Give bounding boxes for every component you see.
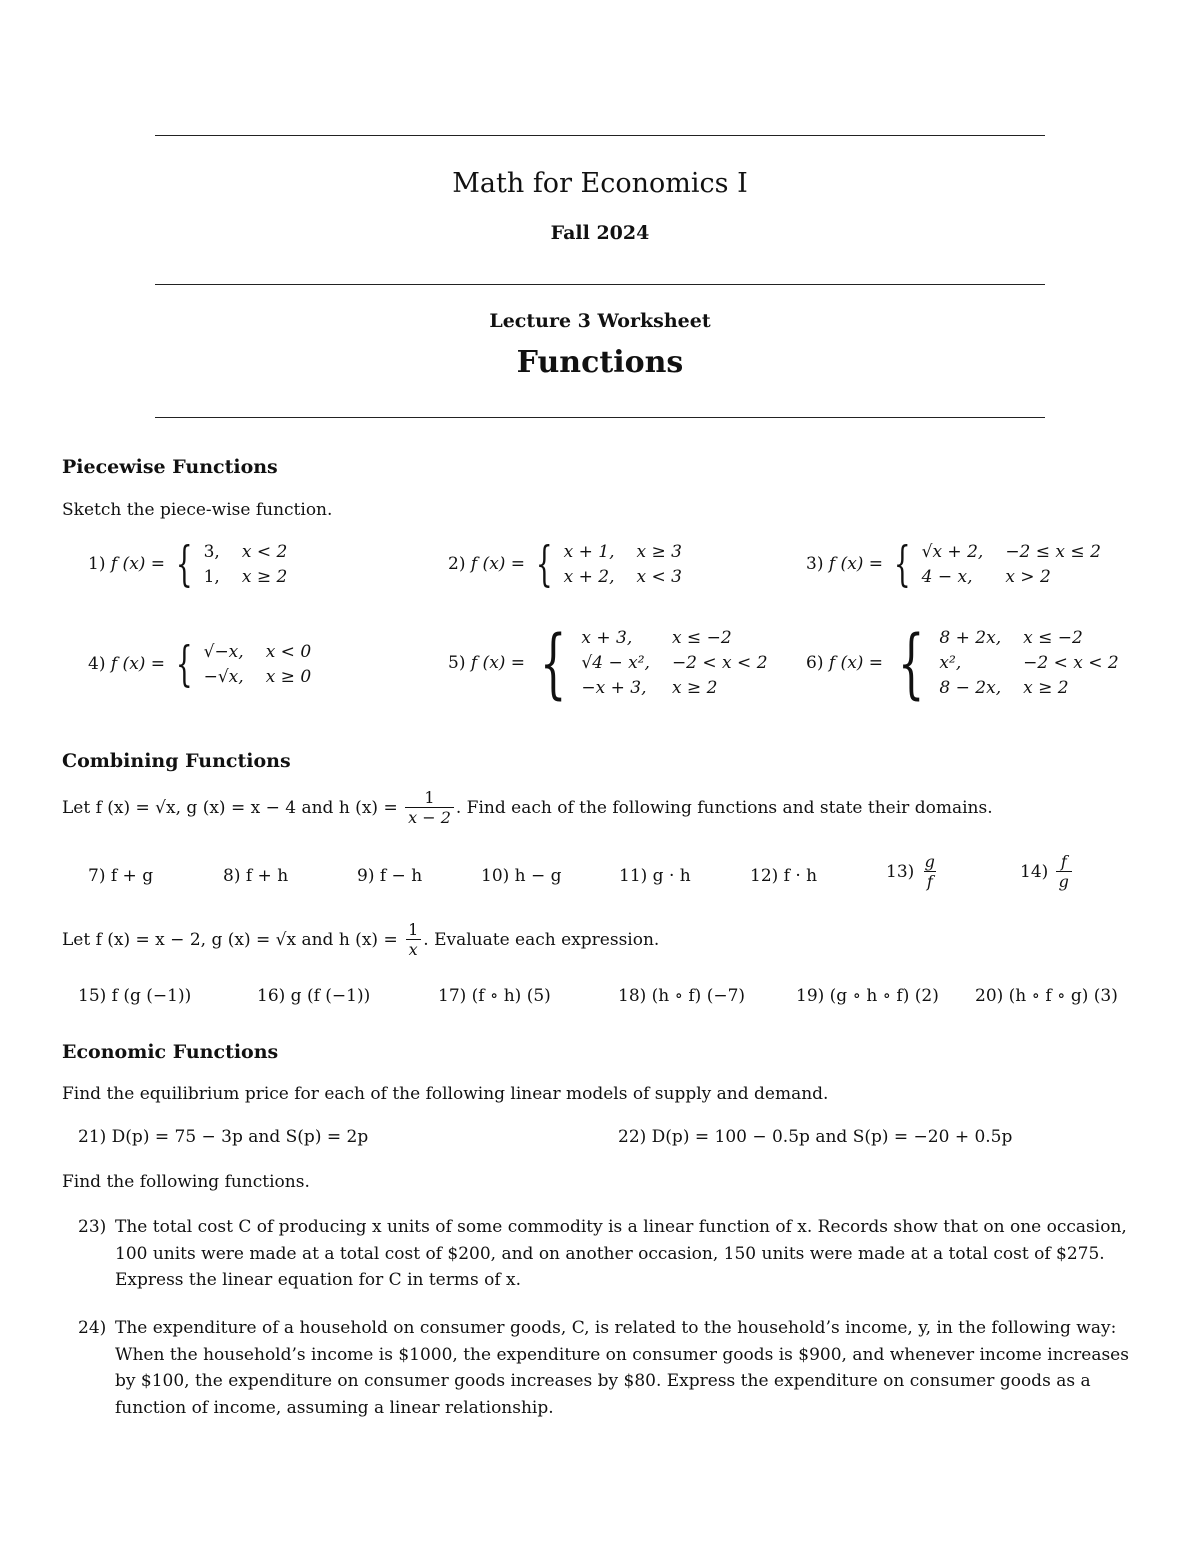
- case-value: √x + 2,: [921, 541, 984, 562]
- fraction: [922, 852, 938, 891]
- problem-20: 20) (h ∘ f ∘ g) (3): [975, 986, 1118, 1006]
- intro-text: . Find each of the following functions and state their domains.: [455, 797, 993, 818]
- section-title-economic: Economic Functions: [62, 1041, 279, 1063]
- fraction: [405, 788, 454, 827]
- problem-16: 16) g (f (−1)): [257, 986, 371, 1006]
- problem-number: 4): [88, 654, 106, 674]
- lecture-label: Lecture 3 Worksheet: [489, 310, 711, 332]
- fraction-denominator: x: [406, 939, 421, 959]
- left-brace: {: [175, 636, 193, 692]
- fraction-numerator: 1: [408, 920, 419, 939]
- left-brace: {: [539, 618, 567, 707]
- left-brace: {: [175, 536, 193, 592]
- problem-number: 2): [448, 554, 466, 574]
- problem-18: 18) (h ∘ f) (−7): [618, 986, 746, 1006]
- case-value: 8 + 2x,: [939, 628, 1002, 648]
- problem-number: 13): [886, 861, 915, 882]
- problem-3: [806, 536, 1101, 592]
- cases: [564, 542, 682, 587]
- problem-number: 5): [448, 653, 466, 673]
- case-condition: −2 < x < 2: [671, 653, 768, 673]
- problem-5: [448, 618, 768, 707]
- problem-text: The total cost C of producing x units of some commodity is a linear function of x. Records show that on one occasion, 100 units were made at a total cost of $200, and on another occasion, 150 units were made at a total cost of $275. Express the linear equation for C in terms of x.: [115, 1217, 1127, 1290]
- case-condition: x ≥ 3: [636, 541, 682, 562]
- cases: [939, 628, 1118, 698]
- case-condition: x ≤ −2: [1023, 628, 1083, 648]
- cases: [581, 628, 767, 698]
- intro-text: . Evaluate each expression.: [423, 929, 660, 950]
- case-value: x + 2,: [563, 566, 615, 587]
- problem-24: [78, 1315, 1143, 1421]
- case-value: x²,: [939, 653, 962, 673]
- problem-text: The expenditure of a household on consumer goods, C, is related to the household’s income, y, in the following way: When the household’s income is $1000, the expenditure on consumer goods is $900, and whenever income increases by $100, the expenditure on consumer goods increases by $80. Express the expenditure on consumer goods as a function of income, assuming a linear relationship.: [115, 1318, 1129, 1418]
- problem-number: 3): [806, 554, 824, 574]
- case-value: −√x,: [203, 666, 244, 687]
- problem-number: 1): [88, 554, 106, 574]
- middle-rule: [155, 284, 1045, 285]
- problem-19: 19) (g ∘ h ∘ f) (2): [796, 986, 939, 1006]
- problem-22: 22) D(p) = 100 − 0.5p and S(p) = −20 + 0.5p: [618, 1127, 1013, 1147]
- fraction-numerator: 1: [424, 788, 435, 807]
- case-condition: −2 ≤ x ≤ 2: [1005, 541, 1101, 562]
- fraction-denominator: f: [924, 871, 936, 891]
- fraction-numerator: f: [1060, 852, 1067, 871]
- case-condition: x < 3: [636, 566, 682, 587]
- problem-number: 14): [1020, 861, 1049, 882]
- problem-number: 6): [806, 653, 824, 673]
- top-rule: [155, 135, 1045, 136]
- problem-number: 24): [78, 1318, 107, 1338]
- cases: [204, 642, 312, 687]
- fraction-numerator: g: [924, 852, 935, 871]
- case-value: −x + 3,: [581, 678, 647, 698]
- problem-9: 9) f − h: [357, 866, 423, 886]
- problem-8: 8) f + h: [223, 866, 289, 886]
- case-condition: x ≥ 2: [1023, 678, 1069, 698]
- intro-text: Let f (x) = √x, g (x) = x − 4 and h (x) =: [62, 797, 398, 818]
- combining-intro-1: [62, 788, 993, 827]
- problem-15: 15) f (g (−1)): [78, 986, 192, 1006]
- left-brace: {: [893, 536, 911, 592]
- case-condition: x ≥ 2: [671, 678, 718, 698]
- cases: [204, 542, 288, 587]
- fraction-denominator: x − 2: [405, 807, 454, 827]
- case-condition: x > 2: [1005, 566, 1051, 587]
- case-value: x + 3,: [581, 628, 633, 648]
- problem-7: 7) f + g: [88, 866, 154, 886]
- problem-lhs: f (x) =: [470, 554, 526, 574]
- problem-13: [886, 852, 940, 891]
- economic-instruction-2: Find the following functions.: [62, 1172, 310, 1192]
- economic-instruction-1: Find the equilibrium price for each of the following linear models of supply and demand.: [62, 1084, 829, 1104]
- problem-4: [88, 636, 312, 692]
- case-condition: x ≥ 2: [241, 566, 288, 587]
- course-title: Math for Economics I: [452, 168, 748, 199]
- case-condition: x < 2: [241, 541, 288, 562]
- problem-6: [806, 618, 1119, 707]
- fraction-denominator: g: [1056, 871, 1072, 891]
- bottom-rule: [155, 417, 1045, 418]
- section-title-combining: Combining Functions: [62, 750, 291, 772]
- page-title: Functions: [516, 345, 684, 380]
- case-condition: x ≤ −2: [671, 628, 732, 648]
- case-value: 8 − 2x,: [939, 678, 1002, 698]
- fraction: [1056, 852, 1072, 891]
- case-value: 3,: [203, 541, 220, 562]
- case-value: 1,: [203, 566, 220, 587]
- problem-lhs: f (x) =: [828, 554, 884, 574]
- case-value: 4 − x,: [921, 566, 973, 587]
- problem-lhs: f (x) =: [828, 653, 884, 673]
- problem-21: 21) D(p) = 75 − 3p and S(p) = 2p: [78, 1127, 369, 1147]
- left-brace: {: [897, 618, 925, 707]
- piecewise-instruction: Sketch the piece-wise function.: [62, 500, 333, 520]
- problem-2: [448, 536, 682, 592]
- problem-lhs: f (x) =: [110, 554, 166, 574]
- case-condition: x ≥ 0: [265, 666, 312, 687]
- case-condition: −2 < x < 2: [1023, 653, 1119, 673]
- problem-1: [88, 536, 288, 592]
- problem-17: 17) (f ∘ h) (5): [438, 986, 551, 1006]
- term-label: Fall 2024: [550, 222, 650, 244]
- problem-number: 23): [78, 1217, 107, 1237]
- section-title-piecewise: Piecewise Functions: [62, 456, 278, 478]
- fraction: [405, 920, 421, 959]
- combining-intro-2: [62, 920, 659, 959]
- problem-14: [1020, 852, 1074, 891]
- problem-lhs: f (x) =: [470, 653, 526, 673]
- case-value: √4 − x²,: [581, 653, 650, 673]
- problem-23: [78, 1214, 1143, 1294]
- problem-11: 11) g · h: [619, 866, 691, 886]
- left-brace: {: [535, 536, 553, 592]
- case-value: x + 1,: [563, 541, 615, 562]
- intro-text: Let f (x) = x − 2, g (x) = √x and h (x) =: [62, 929, 398, 950]
- problem-12: 12) f · h: [750, 866, 818, 886]
- problem-lhs: f (x) =: [110, 654, 166, 674]
- case-condition: x < 0: [265, 641, 312, 662]
- problem-10: 10) h − g: [481, 866, 562, 886]
- case-value: √−x,: [203, 641, 244, 662]
- cases: [922, 542, 1101, 587]
